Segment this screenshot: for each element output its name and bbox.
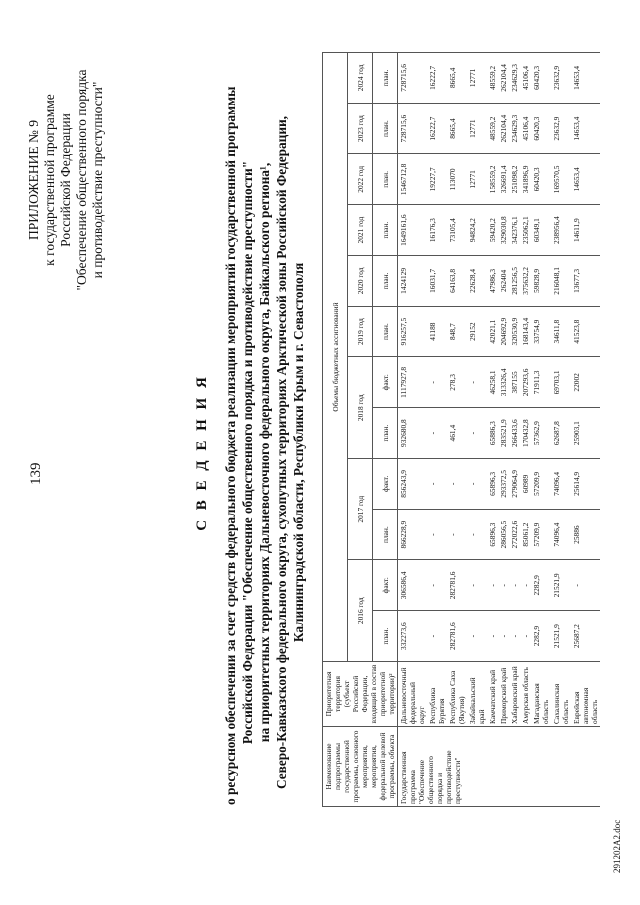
value-cell: -	[427, 611, 447, 662]
header-fact: факт.	[373, 560, 398, 611]
document-title: С В Е Д Е Н И Я	[194, 374, 210, 531]
value-cell: 64163,8	[447, 256, 467, 307]
value-cell: 29152	[467, 306, 487, 357]
value-cell: -	[520, 560, 531, 611]
header-budget-group: Объемы бюджетных ассигнований	[323, 53, 348, 662]
value-cell: -	[427, 509, 447, 560]
table-row	[467, 53, 487, 807]
value-cell: 342376,1	[509, 205, 520, 256]
territory-cell: Еврейская автономная область	[571, 662, 600, 727]
value-cell: 326691,4	[498, 154, 509, 205]
value-cell: 281256,5	[509, 256, 520, 307]
table-row	[498, 53, 509, 807]
value-cell: 47986,3	[487, 256, 498, 307]
appendix-header	[26, 30, 106, 330]
value-cell: 272022,6	[509, 509, 520, 560]
value-cell: 113070	[447, 154, 467, 205]
territory-cell: Приморский край	[498, 662, 509, 727]
value-cell: 8665,4	[447, 53, 467, 104]
table-row	[551, 53, 571, 807]
value-cell: 251098,2	[509, 154, 520, 205]
table-row	[398, 53, 428, 807]
value-cell: 21521,9	[551, 611, 571, 662]
header-plan: план.	[373, 103, 398, 154]
value-cell: -	[467, 459, 487, 510]
value-cell: 279064,9	[509, 459, 520, 510]
value-cell: 12771	[467, 154, 487, 205]
value-cell: 168143,4	[520, 306, 531, 357]
value-cell: 278,3	[447, 357, 467, 408]
value-cell: 46258,1	[487, 357, 498, 408]
value-cell: -	[498, 611, 509, 662]
value-cell: 25886	[571, 509, 600, 560]
header-plan: план.	[373, 306, 398, 357]
subtitle-line: Северо-Кавказского федерального округа, сухопутных территориях Арктической зоны Российской Федерации,	[274, 116, 289, 789]
value-cell: 60420,3	[531, 103, 551, 154]
value-cell: -	[467, 509, 487, 560]
value-cell: 19227,7	[427, 154, 447, 205]
value-cell: 62687,8	[551, 408, 571, 459]
program-name-cell: Государственная программа "Обеспечение общественного порядка и противодействие преступности"	[398, 727, 601, 807]
subtitle-line: Калининградской области, Республики Крым и г. Севастополя	[291, 262, 306, 643]
value-cell: 1546712,8	[398, 154, 428, 205]
header-plan: план.	[373, 509, 398, 560]
value-cell: 41188	[427, 306, 447, 357]
value-cell: 286056,5	[498, 509, 509, 560]
header-plan: план.	[373, 256, 398, 307]
value-cell: -	[467, 357, 487, 408]
value-cell: -	[509, 611, 520, 662]
value-cell: 1117927,8	[398, 357, 428, 408]
value-cell: 2282,9	[531, 560, 551, 611]
value-cell: 33754,9	[531, 306, 551, 357]
table-row	[520, 53, 531, 807]
header-plan: план.	[373, 611, 398, 662]
value-cell: 262104,4	[498, 103, 509, 154]
value-cell: 60420,3	[531, 154, 551, 205]
appendix-line: Российской Федерации	[58, 113, 73, 247]
value-cell: 238956,4	[551, 205, 571, 256]
header-year: 2023 год	[348, 103, 373, 154]
value-cell: -	[467, 408, 487, 459]
value-cell: 69703,1	[551, 357, 571, 408]
value-cell: 71911,3	[531, 357, 551, 408]
value-cell: 16222,7	[427, 53, 447, 104]
value-cell: 13677,3	[571, 256, 600, 307]
value-cell: 41523,8	[571, 306, 600, 357]
value-cell: 65896,3	[487, 459, 498, 510]
table-row	[531, 53, 551, 807]
subtitle-line: на приоритетных территориях Дальневосточного федерального округа, Байкальского региона¹,	[257, 162, 272, 743]
header-plan: план.	[373, 205, 398, 256]
value-cell: 204692,9	[498, 306, 509, 357]
value-cell: 14611,9	[571, 205, 600, 256]
value-cell: 158559,2	[487, 154, 498, 205]
appendix-line: ПРИЛОЖЕНИЕ № 9	[26, 119, 41, 241]
value-cell: 848,7	[447, 306, 467, 357]
value-cell: -	[520, 611, 531, 662]
value-cell: 57209,9	[531, 459, 551, 510]
header-year: 2022 год	[348, 154, 373, 205]
value-cell: 45106,4	[520, 103, 531, 154]
value-cell: 266433,6	[509, 408, 520, 459]
value-cell: 59420,2	[487, 205, 498, 256]
table-row	[509, 53, 520, 807]
value-cell: 14653,4	[571, 103, 600, 154]
table-row	[427, 53, 447, 807]
value-cell: 22628,4	[467, 256, 487, 307]
value-cell: 8665,4	[447, 103, 467, 154]
file-footer: 291202А2.doc	[612, 819, 622, 873]
territory-cell: Республика Бурятия	[427, 662, 447, 727]
value-cell: -	[427, 560, 447, 611]
value-cell: 234629,3	[509, 53, 520, 104]
value-cell: -	[427, 408, 447, 459]
value-cell: 916257,5	[398, 306, 428, 357]
value-cell: 169570,5	[551, 154, 571, 205]
value-cell: 932680,8	[398, 408, 428, 459]
value-cell: -	[509, 560, 520, 611]
value-cell: 34611,8	[551, 306, 571, 357]
value-cell: 728715,6	[398, 53, 428, 104]
header-fact: факт.	[373, 459, 398, 510]
header-year: 2016 год	[348, 560, 373, 662]
value-cell: 94824,2	[467, 205, 487, 256]
document-subtitle	[222, 86, 307, 805]
header-year: 2019 год	[348, 306, 373, 357]
value-cell: 60420,3	[531, 53, 551, 104]
value-cell: 293372,5	[498, 459, 509, 510]
territory-cell: Амурская область	[520, 662, 531, 727]
value-cell: 14653,4	[571, 53, 600, 104]
value-cell: 12771	[467, 103, 487, 154]
value-cell: -	[427, 357, 447, 408]
value-cell: -	[427, 459, 447, 510]
value-cell: 728715,6	[398, 103, 428, 154]
value-cell: 48559,2	[487, 53, 498, 104]
territory-cell: Забайкальский край	[467, 662, 487, 727]
value-cell: 59828,9	[531, 256, 551, 307]
value-cell: 329030,8	[498, 205, 509, 256]
header-year: 2021 год	[348, 205, 373, 256]
value-cell: -	[447, 509, 467, 560]
value-cell: 22002	[571, 357, 600, 408]
value-cell: 65886,3	[487, 408, 498, 459]
value-cell: 866228,9	[398, 509, 428, 560]
value-cell: 16031,7	[427, 256, 447, 307]
value-cell: 1649161,6	[398, 205, 428, 256]
value-cell: 25903,1	[571, 408, 600, 459]
value-cell: 60349,1	[531, 205, 551, 256]
table-row	[487, 53, 498, 807]
value-cell: 14653,4	[571, 154, 600, 205]
value-cell: 12771	[467, 53, 487, 104]
territory-cell: Хабаровский край	[509, 662, 520, 727]
header-year: 2018 год	[348, 357, 373, 459]
value-cell: 60989	[520, 459, 531, 510]
header-year: 2017 год	[348, 459, 373, 561]
table-row	[571, 53, 600, 807]
header-plan: план.	[373, 154, 398, 205]
value-cell: 262404	[498, 256, 509, 307]
value-cell: 262104,4	[498, 53, 509, 104]
value-cell: 313326,4	[498, 357, 509, 408]
value-cell: 25687,2	[571, 611, 600, 662]
value-cell: -	[487, 560, 498, 611]
value-cell: 320530,9	[509, 306, 520, 357]
page-number: 139	[28, 462, 44, 485]
value-cell: 25614,9	[571, 459, 600, 510]
value-cell: 74096,4	[551, 459, 571, 510]
value-cell: 57362,9	[531, 408, 551, 459]
value-cell: 45106,4	[520, 53, 531, 104]
value-cell: 216048,1	[551, 256, 571, 307]
territory-cell: Магаданская область	[531, 662, 551, 727]
subtitle-line: Российской Федерации "Обеспечение общественного порядка и противодействие преступности"	[240, 160, 255, 745]
value-cell: 283521,9	[498, 408, 509, 459]
value-cell: 42021,1	[487, 306, 498, 357]
header-plan: план.	[373, 53, 398, 104]
value-cell: 170432,8	[520, 408, 531, 459]
budget-table	[322, 52, 600, 807]
value-cell: 65896,3	[487, 509, 498, 560]
value-cell: 73105,4	[447, 205, 467, 256]
value-cell: 48559,2	[487, 103, 498, 154]
table-row	[447, 53, 467, 807]
value-cell: 57209,9	[531, 509, 551, 560]
value-cell: 282781,6	[447, 560, 467, 611]
territory-cell: Дальневосточный федеральный округ	[398, 662, 428, 727]
value-cell: -	[498, 560, 509, 611]
territory-cell: Республика Саха (Якутия)	[447, 662, 467, 727]
header-fact: факт.	[373, 357, 398, 408]
value-cell: -	[487, 611, 498, 662]
header-program: Наименование подпрограммы государственной программы, основного мероприятия, мероприятия, федеральной целевой программы, объекта	[323, 727, 398, 807]
header-year: 2024 год	[348, 53, 373, 104]
value-cell: 23632,9	[551, 103, 571, 154]
value-cell: 85061,2	[520, 509, 531, 560]
territory-cell: Камчатский край	[487, 662, 498, 727]
value-cell: 341896,9	[520, 154, 531, 205]
appendix-line: "Обеспечение общественного порядка	[74, 69, 89, 291]
value-cell: 387155	[509, 357, 520, 408]
territory-cell: Сахалинская область	[551, 662, 571, 727]
value-cell: -	[467, 560, 487, 611]
value-cell: 2282,9	[531, 611, 551, 662]
value-cell: -	[467, 611, 487, 662]
value-cell: 74096,4	[551, 509, 571, 560]
value-cell: 856243,9	[398, 459, 428, 510]
value-cell: 306586,4	[398, 560, 428, 611]
value-cell: 23632,9	[551, 53, 571, 104]
value-cell: 16222,7	[427, 103, 447, 154]
subtitle-line: о ресурсном обеспечении за счет средств федерального бюджета реализации мероприятий государственной программы	[223, 86, 238, 805]
value-cell: 375632,2	[520, 256, 531, 307]
value-cell: 234629,3	[509, 103, 520, 154]
value-cell: 332273,6	[398, 611, 428, 662]
appendix-line: и противодействие преступности"	[90, 81, 105, 279]
header-plan: план.	[373, 408, 398, 459]
value-cell: 461,4	[447, 408, 467, 459]
value-cell: 16176,3	[427, 205, 447, 256]
value-cell: -	[571, 560, 600, 611]
value-cell: 235062,1	[520, 205, 531, 256]
header-year: 2020 год	[348, 256, 373, 307]
header-territory: Приоритетная территория (субъект Российской Федерации, входящий в состав приоритетной территории)²	[323, 662, 398, 727]
appendix-line: к государственной программе	[42, 94, 57, 266]
value-cell: -	[447, 459, 467, 510]
value-cell: 282781,6	[447, 611, 467, 662]
value-cell: 1424129	[398, 256, 428, 307]
value-cell: 21521,9	[551, 560, 571, 611]
value-cell: 207293,6	[520, 357, 531, 408]
